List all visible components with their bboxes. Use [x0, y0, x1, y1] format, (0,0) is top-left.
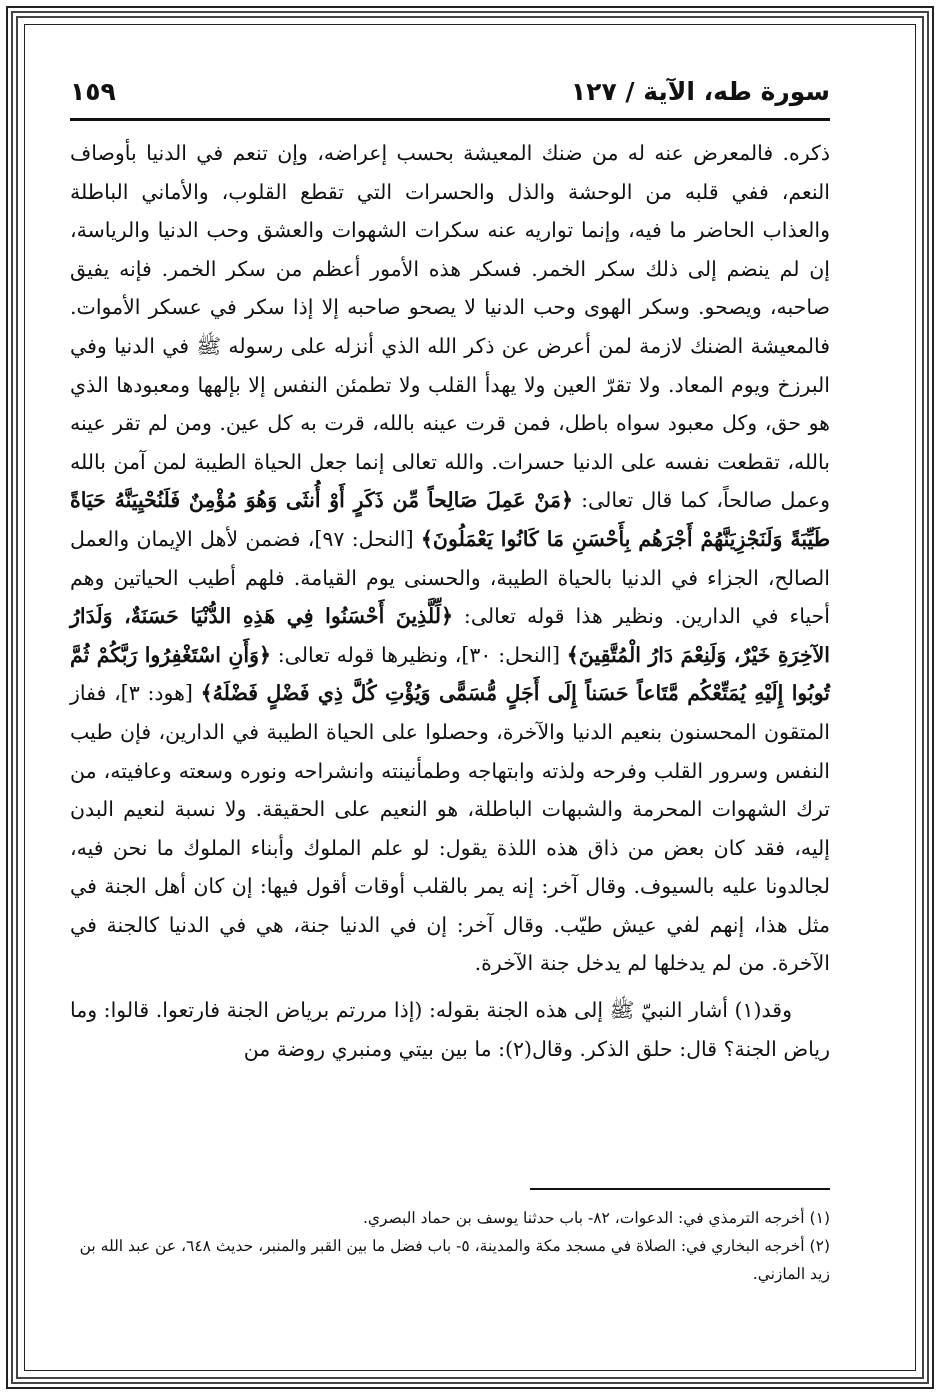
paragraph-2: وقد(١) أشار النبيّ ﷺ إلى هذه الجنة بقوله: (إذا مررتم برياض الجنة فارتعوا. قالوا: وما رياض الجنة؟ قال: حلق الذكر. وقال(٢): ما بين بيتي ومنبري روضة من — [70, 998, 830, 1061]
paragraph-text: [النحل: ٩٧]، فضمن لأهل الإيمان والعمل الصالح، الجزاء في الدنيا بالحياة الطيبة، والحسنى يوم القيامة. فلهم أطيب الحياتين وهم أحياء في الدارين. ونظير هذا قوله تعالى: — [70, 526, 830, 629]
quran-verse: ﴿لِّلَّذِينَ أَحْسَنُوا فِي هَذِهِ الدُّنْيَا حَسَنَةٌ، وَلَدَارُ الآخِرَةِ خَيْرٌ، وَلَنِعْمَ دَارُ الْمُتَّقِينَ﴾ — [70, 604, 831, 667]
paragraph-text: ذكره. فالمعرض عنه له من ضنك المعيشة بحسب إعراضه، وإن تنعم في الدنيا بأوصاف النعم، ففي قلبه من الوحشة والذل والحسرات التي تقطع القلوب، والأماني الباطلة والعذاب الحاضر ما فيه، وإنما تواريه عنه سكرات الشهوات والعشق وحب الدنيا والرياسة، إن لم ينضم إلى ذلك سكر الخمر. فسكر هذه الأمور أعظم من سكر الخمر. فإنه يفيق صاحبه، ويصحو. وسكر الهوى وحب الدنيا لا يصحو صاحبه إلا إذا سكر في عسكر الأموات. فالمعيشة الضنك لازمة لمن أعرض عن ذكر الله الذي أنزله على رسوله ﷺ في الدنيا وفي البرزخ ويوم المعاد. ولا تقرّ العين ولا يهدأ القلب ولا تطمئن النفس إلا بإلهها ومعبودها الذي هو حق، وكل معبود سواه باطل، فمن قرت عينه بالله، قرت به كل عين. ومن لم تقر عينه بالله، تقطعت نفسه على الدنيا حسرات. والله تعالى إنما جعل الحياة الطيبة لمن آمن بالله وعمل صالحاً، كما قال تعالى: — [70, 141, 830, 513]
quran-verse: ﴿مَنْ عَمِلَ صَالِحاً مِّن ذَكَرٍ أَوْ أُنثَى وَهُوَ مُؤْمِنٌ فَلَنُحْيِيَنَّهُ حَيَاةً طَيِّبَةً وَلَنَجْزِيَنَّهُمْ أَجْرَهُم بِأَحْسَنِ مَا كَانُوا يَعْمَلُونَ﴾ — [70, 488, 831, 551]
footnotes — [70, 1204, 830, 1288]
page-header — [70, 66, 830, 116]
footnote-text: أخرجه الترمذي في: الدعوات، ٨٢- باب حدثنا يوسف بن حماد البصري. — [362, 1209, 810, 1227]
footnote-number: (٢) — [809, 1237, 830, 1255]
paragraph-text: [النحل: ٣٠]، ونظيرها قوله تعالى: — [271, 642, 567, 667]
footnote-text: أخرجه البخاري في: الصلاة في مسجد مكة والمدينة، ٥- باب فضل ما بين القبر والمنبر، حديث ٦٤٨، عن عبد الله بن زيد المازني. — [79, 1237, 830, 1283]
footnote-2 — [70, 1232, 830, 1288]
book-page — [70, 66, 830, 1356]
footnote-1 — [70, 1204, 830, 1232]
footnote-rule — [530, 1188, 830, 1190]
running-title: سورة طه، الآية / ١٢٧ — [570, 76, 830, 106]
paragraph-text: [هود: ٣]، ففاز المتقون المحسنون بنعيم الدنيا والآخرة، وحصلوا على الحياة الطيبة في الدارين، فإن طيب النفس وسرور القلب وفرحه ولذته وابتهاجه وطمأنينته وانشراحه ونوره وسعته وعافيته، من ترك الشهوات المحرمة والشبهات الباطلة، هو النعيم على الحقيقة. ولا نسبة لنعيم البدن إليه، فقد كان بعض من ذاق هذه اللذة يقول: لو علم الملوك وأبناء الملوك ما نحن فيه، لجالدونا عليه بالسيوف. وقال آخر: إنه يمر بالقلب أوقات أقول فيها: إن كان أهل الجنة في مثل هذا، إنهم لفي عيش طيّب. وقال آخر: إن في الدنيا جنة، هي في الدنيا كالجنة في الآخرة. من لم يدخلها لم يدخل جنة الآخرة. — [70, 681, 830, 976]
page-number: ١٥٩ — [70, 76, 116, 106]
footnote-number: (١) — [809, 1209, 830, 1227]
main-text — [70, 134, 830, 1068]
quran-verse: ﴿وَأَنِ اسْتَغْفِرُوا رَبَّكُمْ ثُمَّ تُوبُوا إِلَيْهِ يُمَتِّعْكُم مَّتَاعاً حَسَناً إِلَى أَجَلٍ مُّسَمًّى وَيُؤْتِ كُلَّ ذِي فَضْلٍ فَضْلَهُ﴾ — [70, 642, 830, 706]
paragraph-1 — [70, 134, 830, 983]
header-rule — [70, 118, 830, 121]
